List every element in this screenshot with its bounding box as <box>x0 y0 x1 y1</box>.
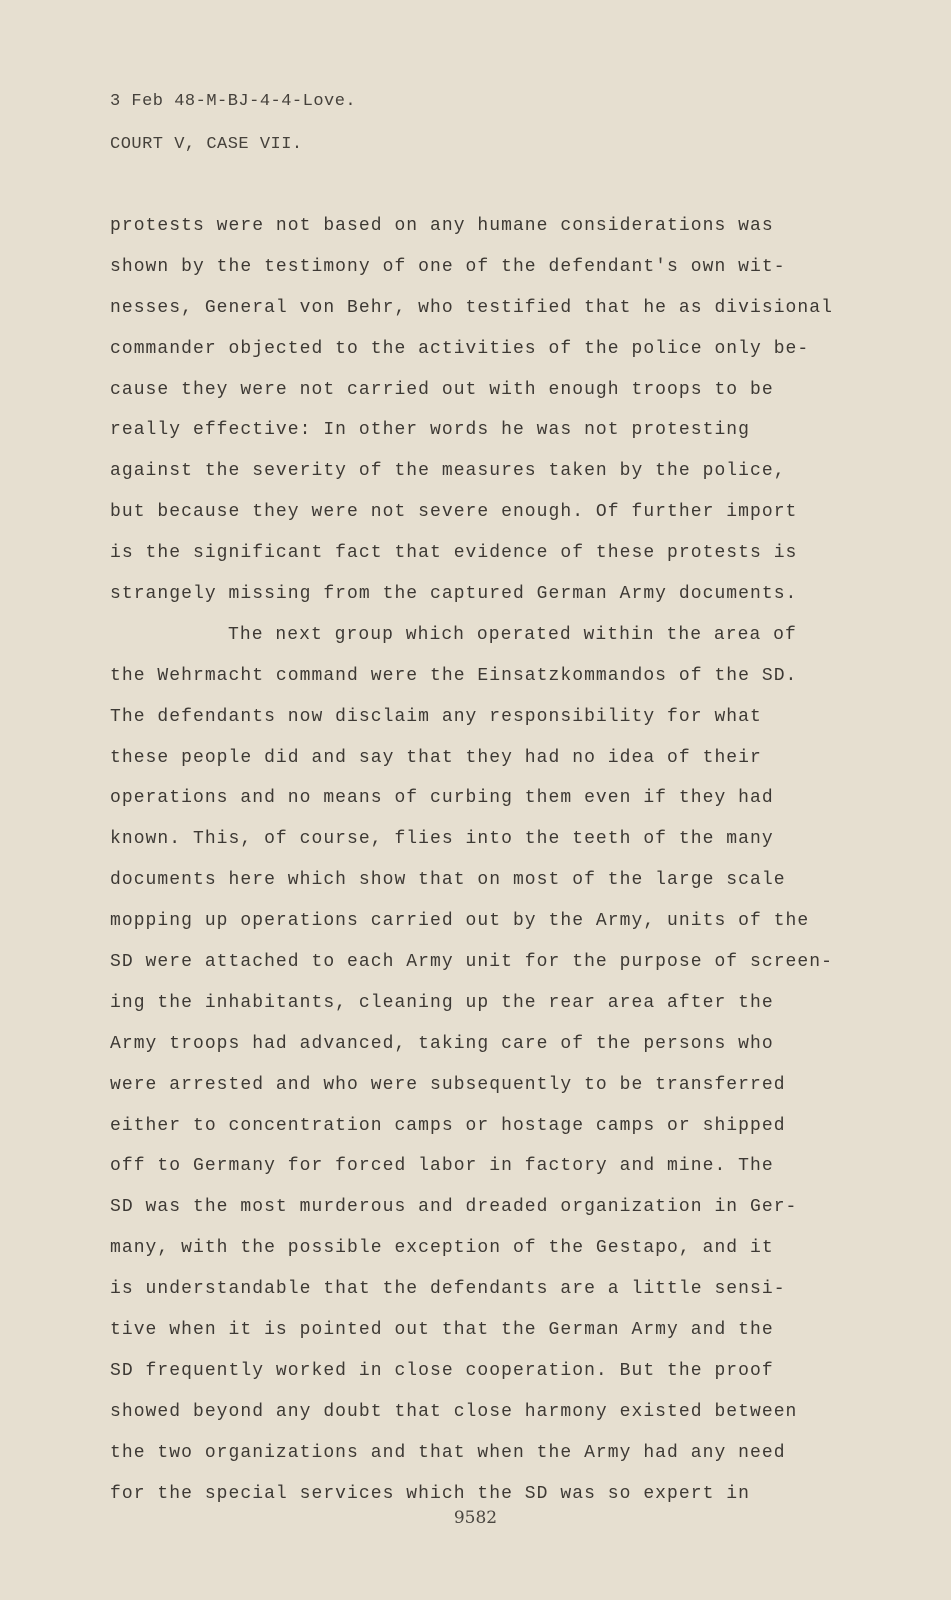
text-line: nesses, General von Behr, who testified that he as divisional <box>110 297 833 318</box>
text-line: many, with the possible exception of the Gestapo, and it <box>110 1238 774 1259</box>
text-line: cause they were not carried out with enough troops to be <box>110 379 774 400</box>
text-line: for the special services which the SD was so expert in <box>110 1483 750 1504</box>
text-line: SD were attached to each Army unit for the purpose of screen- <box>110 952 833 973</box>
text-line: ing the inhabitants, cleaning up the rear area after the <box>110 992 774 1013</box>
text-line: shown by the testimony of one of the defendant's own wit- <box>110 256 786 277</box>
text-line: but because they were not severe enough. Of further import <box>110 502 798 523</box>
text-line: were arrested and who were subsequently to be transferred <box>110 1074 786 1095</box>
paragraph-start-line: The next group which operated within the area of <box>228 624 797 645</box>
text-line: against the severity of the measures taken by the police, <box>110 461 786 482</box>
text-line: The defendants now disclaim any responsibility for what <box>110 706 762 727</box>
text-line: really effective: In other words he was not protesting <box>110 420 750 441</box>
text-line: mopping up operations carried out by the Army, units of the <box>110 911 810 932</box>
body-text <box>110 206 910 1515</box>
text-line: is understandable that the defendants are a little sensi- <box>110 1279 786 1300</box>
text-line: strangely missing from the captured German Army documents. <box>110 584 798 605</box>
text-line: either to concentration camps or hostage camps or shipped <box>110 1115 786 1136</box>
court-case-heading: COURT V, CASE VII. <box>110 135 303 154</box>
text-line: operations and no means of curbing them even if they had <box>110 788 774 809</box>
text-line: these people did and say that they had no idea of their <box>110 747 762 768</box>
text-line: tive when it is pointed out that the German Army and the <box>110 1320 774 1341</box>
text-line: showed beyond any doubt that close harmony existed between <box>110 1401 798 1422</box>
text-line: commander objected to the activities of the police only be- <box>110 338 810 359</box>
text-line: off to Germany for forced labor in factory and mine. The <box>110 1156 774 1177</box>
document-date-reference: 3 Feb 48-M-BJ-4-4-Love. <box>110 92 357 111</box>
text-line: documents here which show that on most of the large scale <box>110 870 786 891</box>
text-line: Army troops had advanced, taking care of the persons who <box>110 1033 774 1054</box>
text-line: the two organizations and that when the Army had any need <box>110 1442 786 1463</box>
text-line: known. This, of course, flies into the teeth of the many <box>110 829 774 850</box>
text-line: protests were not based on any humane considerations was <box>110 216 774 236</box>
text-line: is the significant fact that evidence of these protests is <box>110 543 798 564</box>
text-line: SD was the most murderous and dreaded organization in Ger- <box>110 1197 798 1218</box>
text-line: SD frequently worked in close cooperation. But the proof <box>110 1360 774 1381</box>
page-number: 9582 <box>453 1508 498 1528</box>
text-line: the Wehrmacht command were the Einsatzkommandos of the SD. <box>110 665 798 686</box>
